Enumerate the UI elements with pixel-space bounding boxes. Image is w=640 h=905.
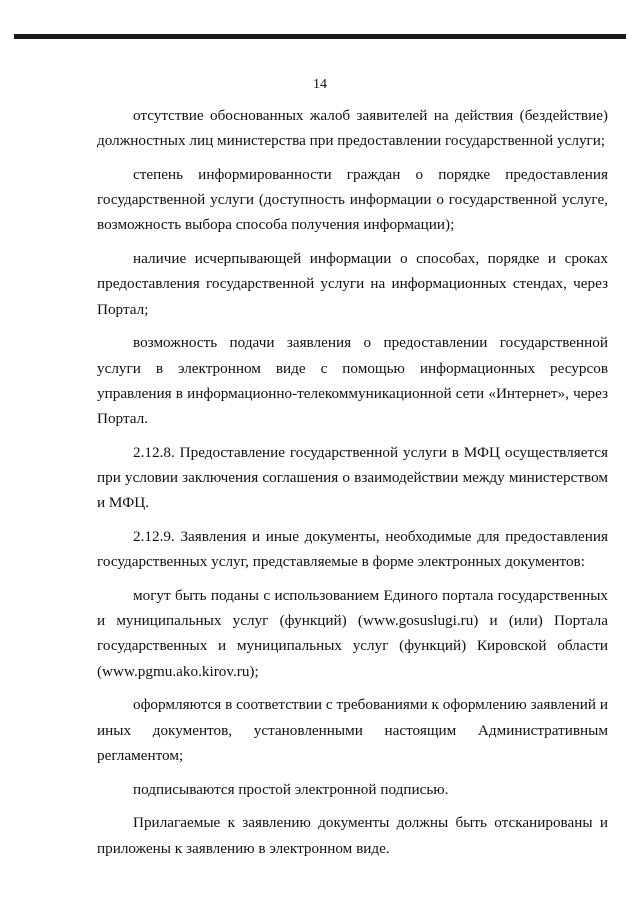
paragraph-2-12-9: 2.12.9. Заявления и иные документы, необходимые для предоставления государственных услуг, представляемые в форме электронных документов: — [97, 528, 608, 571]
page-number: 14 — [313, 77, 327, 92]
paragraph-electronic-submission: возможность подачи заявления о предоставлении государственной услуги в электронном виде с помощью информационных ресурсов управления в информационно-телекоммуникационной сети «Интернет», через Портал. — [97, 334, 608, 428]
paragraph-informedness: степень информированности граждан о порядке предоставления государственной услуги (доступность информации о государственной услуге, возможность выбора способа получения информации); — [97, 166, 608, 234]
top-border-line — [14, 34, 626, 39]
paragraph-portals: могут быть поданы с использованием Единого портала государственных и муниципальных услуг (функций) (www.gosuslugi.ru) и (или) Портала государственных и муниципальных услуг (функций) Кировской области (www.pgmu.ako.kirov.ru); — [97, 587, 608, 680]
document-body — [97, 103, 608, 861]
paragraph-info-stands: наличие исчерпывающей информации о способах, порядке и сроках предоставления государственной услуги на информационных стендах, через Портал; — [97, 250, 608, 318]
paragraph-2-12-8: 2.12.8. Предоставление государственной услуги в МФЦ осуществляется при условии заключения соглашения о взаимодействии между министерством и МФЦ. — [97, 443, 608, 512]
paragraph-signature: подписываются простой электронной подписью. — [133, 780, 449, 798]
paragraph-attachments: Прилагаемые к заявлению документы должны быть отсканированы и приложены к заявлению в электронном виде. — [97, 814, 608, 857]
paragraph-requirements: оформляются в соответствии с требованиями к оформлению заявлений и иных документов, установленными настоящим Административным регламентом; — [97, 696, 608, 764]
paragraph-no-complaints: отсутствие обоснованных жалоб заявителей на действия (бездействие) должностных лиц министерства при предоставлении государственной услуги; — [97, 107, 608, 150]
